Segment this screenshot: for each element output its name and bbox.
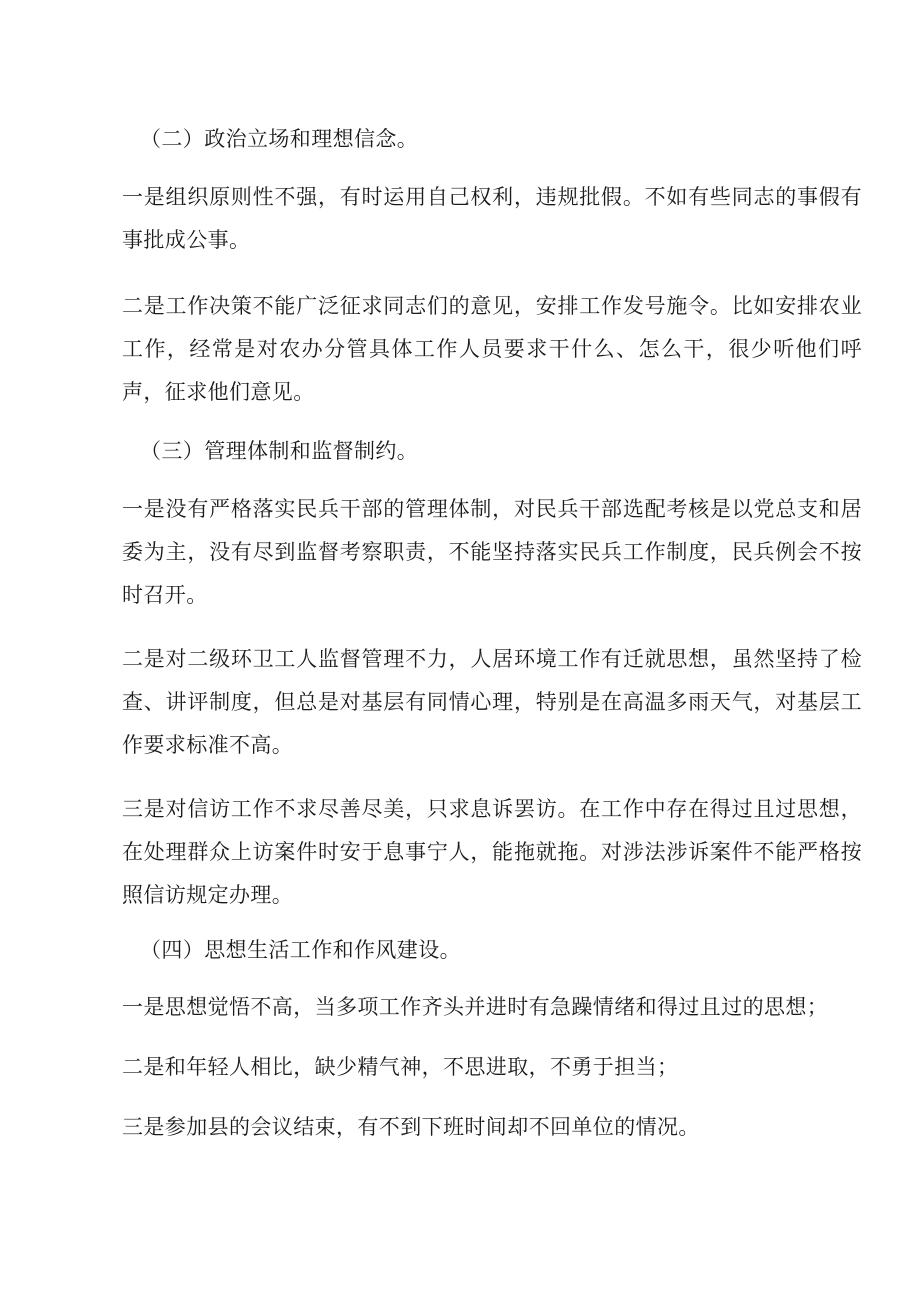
paragraph-lack-of-energy: 二是和年轻人相比，缺少精气神，不思进取，不勇于担当； [122, 1055, 679, 1079]
paragraph-meeting-attendance: 三是参加县的会议结束，有不到下班时间却不回单位的情况。 [122, 1115, 700, 1139]
section-heading-political-stance: （二）政治立场和理想信念。 [140, 127, 419, 151]
section-heading-management-system: （三）管理体制和监督制约。 [140, 439, 419, 463]
section-heading-work-style: （四）思想生活工作和作风建设。 [140, 938, 461, 962]
paragraph-work-decisions: 二是工作决策不能广泛征求同志们的意见，安排工作发号施令。比如安排农业工作，经常是对农办分管具体工作人员要求干什么、怎么干，很少听他们呼声，征求他们意见。 [122, 294, 862, 404]
paragraph-organizational-principle: 一是组织原则性不强，有时运用自己权利，违规批假。不如有些同志的事假有事批成公事。 [122, 185, 862, 252]
paragraph-ideological-awareness: 一是思想觉悟不高，当多项工作齐头并进时有急躁情绪和得过且过的思想； [122, 995, 829, 1019]
paragraph-petition-work: 三是对信访工作不求尽善尽美，只求息诉罢访。在工作中存在得过且过思想，在处理群众上访案件时安于息事宁人，能拖就拖。对涉法涉诉案件不能严格按照信访规定办理。 [122, 797, 862, 907]
paragraph-militia-management: 一是没有严格落实民兵干部的管理体制，对民兵干部选配考核是以党总支和居委为主，没有尽到监督考察职责，不能坚持落实民兵工作制度，民兵例会不按时召开。 [122, 497, 862, 607]
paragraph-sanitation-supervision: 二是对二级环卫工人监督管理不力，人居环境工作有迁就思想，虽然坚持了检查、讲评制度，但总是对基层有同情心理，特别是在高温多雨天气，对基层工作要求标准不高。 [122, 647, 862, 757]
